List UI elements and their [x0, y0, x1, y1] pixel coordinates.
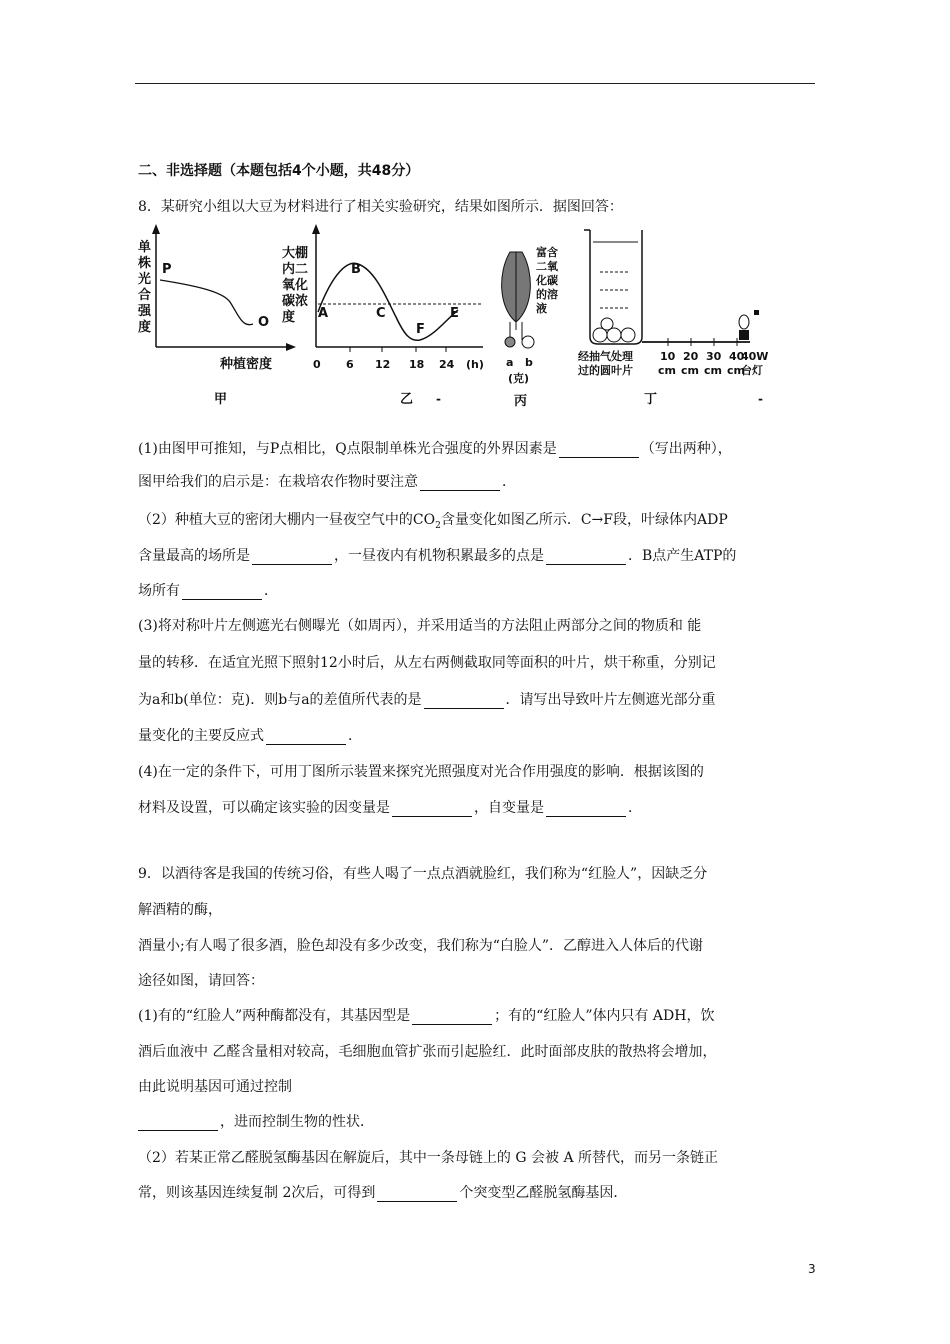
- q8-line-10: (4)在一定的条件下，可用丁图所示装置来探究光照强度对光合作用强度的影响．根据该图的: [138, 764, 704, 780]
- bing-a: a: [506, 356, 514, 369]
- yi-tick-0: 0: [313, 358, 321, 371]
- q9-line-4: 途径如图，请回答：: [138, 973, 264, 989]
- ding-lamp-label: 40W 台灯: [741, 350, 769, 377]
- ding-unit-3: cm: [704, 364, 722, 377]
- page-number: 3: [808, 1262, 816, 1276]
- yi-point-c: C: [376, 306, 386, 321]
- q8-line-9: 量变化的主要反应式 ．: [138, 728, 362, 744]
- bing-solution-label: 富含 二氧 化碳 的溶 液: [536, 246, 558, 315]
- q8-intro: 8．某研究小组以大豆为材料进行了相关实验研究，结果如图所示．据图回答：: [138, 199, 623, 215]
- jia-xlabel: 种植密度: [220, 357, 273, 372]
- q8-line-11: 材料及设置，可以确定该实验的因变量是 ，自变量是 ．: [138, 800, 642, 816]
- answer-blank[interactable]: [424, 694, 504, 709]
- stray-mark: -: [436, 392, 441, 406]
- bing-unit: (克): [508, 372, 530, 385]
- bing-caption: 丙: [514, 394, 528, 409]
- answer-blank[interactable]: [252, 550, 332, 565]
- ding-dist-40: 40: [729, 350, 745, 363]
- q9-line-5: (1)有的“红脸人”两种酶都没有，其基因型是 ；有的“红脸人”体内只有 ADH，饮: [138, 1008, 715, 1024]
- q8-line-8: 为a和b(单位：克)．则b与a的差值所代表的是 ．请写出导致叶片左侧遮光部分重: [138, 692, 716, 708]
- section-title: 二、非选择题（本题包括4个小题，共48分）: [138, 163, 420, 179]
- yi-caption: 乙: [400, 392, 414, 407]
- q9-line-7: 由此说明基因可通过控制: [138, 1079, 292, 1095]
- stray-mark: -: [758, 392, 763, 406]
- q9-line-6: 酒后血液中 乙醛含量相对较高，毛细胞血管扩张而引起脸红．此时面部皮肤的散热将会增加，: [138, 1044, 717, 1060]
- answer-blank[interactable]: [420, 476, 500, 491]
- yi-tick-unit: (h): [466, 358, 484, 371]
- q9-line-8: ，进而控制生物的性状．: [138, 1111, 374, 1131]
- q9-line-1: 9．以酒待客是我国的传统习俗，有些人喝了一点点酒就脸红，我们称为“红脸人”，因缺乏分: [138, 866, 708, 882]
- q8-figure: [138, 222, 778, 412]
- yi-point-f: F: [416, 322, 425, 337]
- q8-line-4: 含量最高的场所是 ，一昼夜内有机物积累最多的点是 ．B点产生ATP的: [138, 548, 737, 564]
- yi-point-a: A: [318, 306, 329, 321]
- yi-tick-6: 6: [346, 358, 354, 371]
- q8-line-1: (1)由图甲可推知，与P点相比，Q点限制单株光合强度的外界因素是 （写出两种），: [138, 441, 732, 457]
- bing-b: b: [525, 356, 533, 369]
- yi-tick-12: 12: [375, 358, 391, 371]
- answer-blank[interactable]: [546, 802, 626, 817]
- q8-line-2: 图甲给我们的启示是：在栽培农作物时要注意 ．: [138, 474, 516, 490]
- ding-unit-2: cm: [681, 364, 699, 377]
- answer-blank[interactable]: [559, 443, 639, 458]
- q8-line-3: （2）种植大豆的密闭大棚内一昼夜空气中的$CO_2$含量变化如图乙所示．C→F段，叶绿体内ADP: [138, 512, 728, 531]
- yi-tick-24: 24: [439, 358, 455, 371]
- yi-tick-18: 18: [409, 358, 425, 371]
- q9-line-10: 常，则该基因连续复制 2次后，可得到 个突变型乙醛脱氢酶基因．: [138, 1185, 628, 1201]
- yi-point-b: B: [351, 262, 361, 277]
- jia-ylabel: 单 株 光 合 强 度: [138, 240, 152, 335]
- answer-blank[interactable]: [546, 550, 626, 565]
- ding-caption: 丁: [644, 392, 658, 407]
- q9-line-3: 酒量小;有人喝了很多酒，脸色却没有多少改变，我们称为“白脸人”．乙醇进入人体后的代谢: [138, 938, 704, 954]
- ding-dist-30: 30: [706, 350, 722, 363]
- yi-point-e: E: [450, 306, 459, 321]
- ding-unit-4: cm: [727, 364, 745, 377]
- answer-blank[interactable]: [182, 585, 262, 600]
- jia-point-p: P: [162, 262, 172, 277]
- answer-blank[interactable]: [138, 1116, 218, 1131]
- ding-leaf-label: 经抽气处理 过的圆叶片: [578, 350, 633, 377]
- q8-line-6: (3)将对称叶片左侧遮光右侧曝光（如周丙），并采用适当的方法阻止两部分之间的物质和 能: [138, 618, 702, 634]
- ding-dist-20: 20: [683, 350, 699, 363]
- q8-line-5: 场所有 ．: [138, 583, 278, 599]
- jia-caption: 甲: [214, 392, 228, 407]
- answer-blank[interactable]: [377, 1187, 457, 1202]
- answer-blank[interactable]: [392, 802, 472, 817]
- yi-ylabel: 大棚 内二 氧化 碳浓 度: [282, 246, 309, 325]
- answer-blank[interactable]: [412, 1010, 492, 1025]
- q8-line-7: 量的转移．在适宜光照下照射12小时后，从左右两侧截取同等面积的叶片，烘干称重，分别记: [138, 655, 716, 671]
- q9-line-2: 解酒精的酶，: [138, 902, 222, 918]
- answer-blank[interactable]: [266, 730, 346, 745]
- header-rule: [135, 83, 815, 84]
- ding-dist-10: 10: [660, 350, 676, 363]
- q9-line-9: （2）若某正常乙醛脱氢酶基因在解旋后，其中一条母链上的 G 会被 A 所替代，而另一条链正: [138, 1150, 718, 1166]
- jia-point-q: O: [258, 315, 270, 330]
- ding-unit-1: cm: [658, 364, 676, 377]
